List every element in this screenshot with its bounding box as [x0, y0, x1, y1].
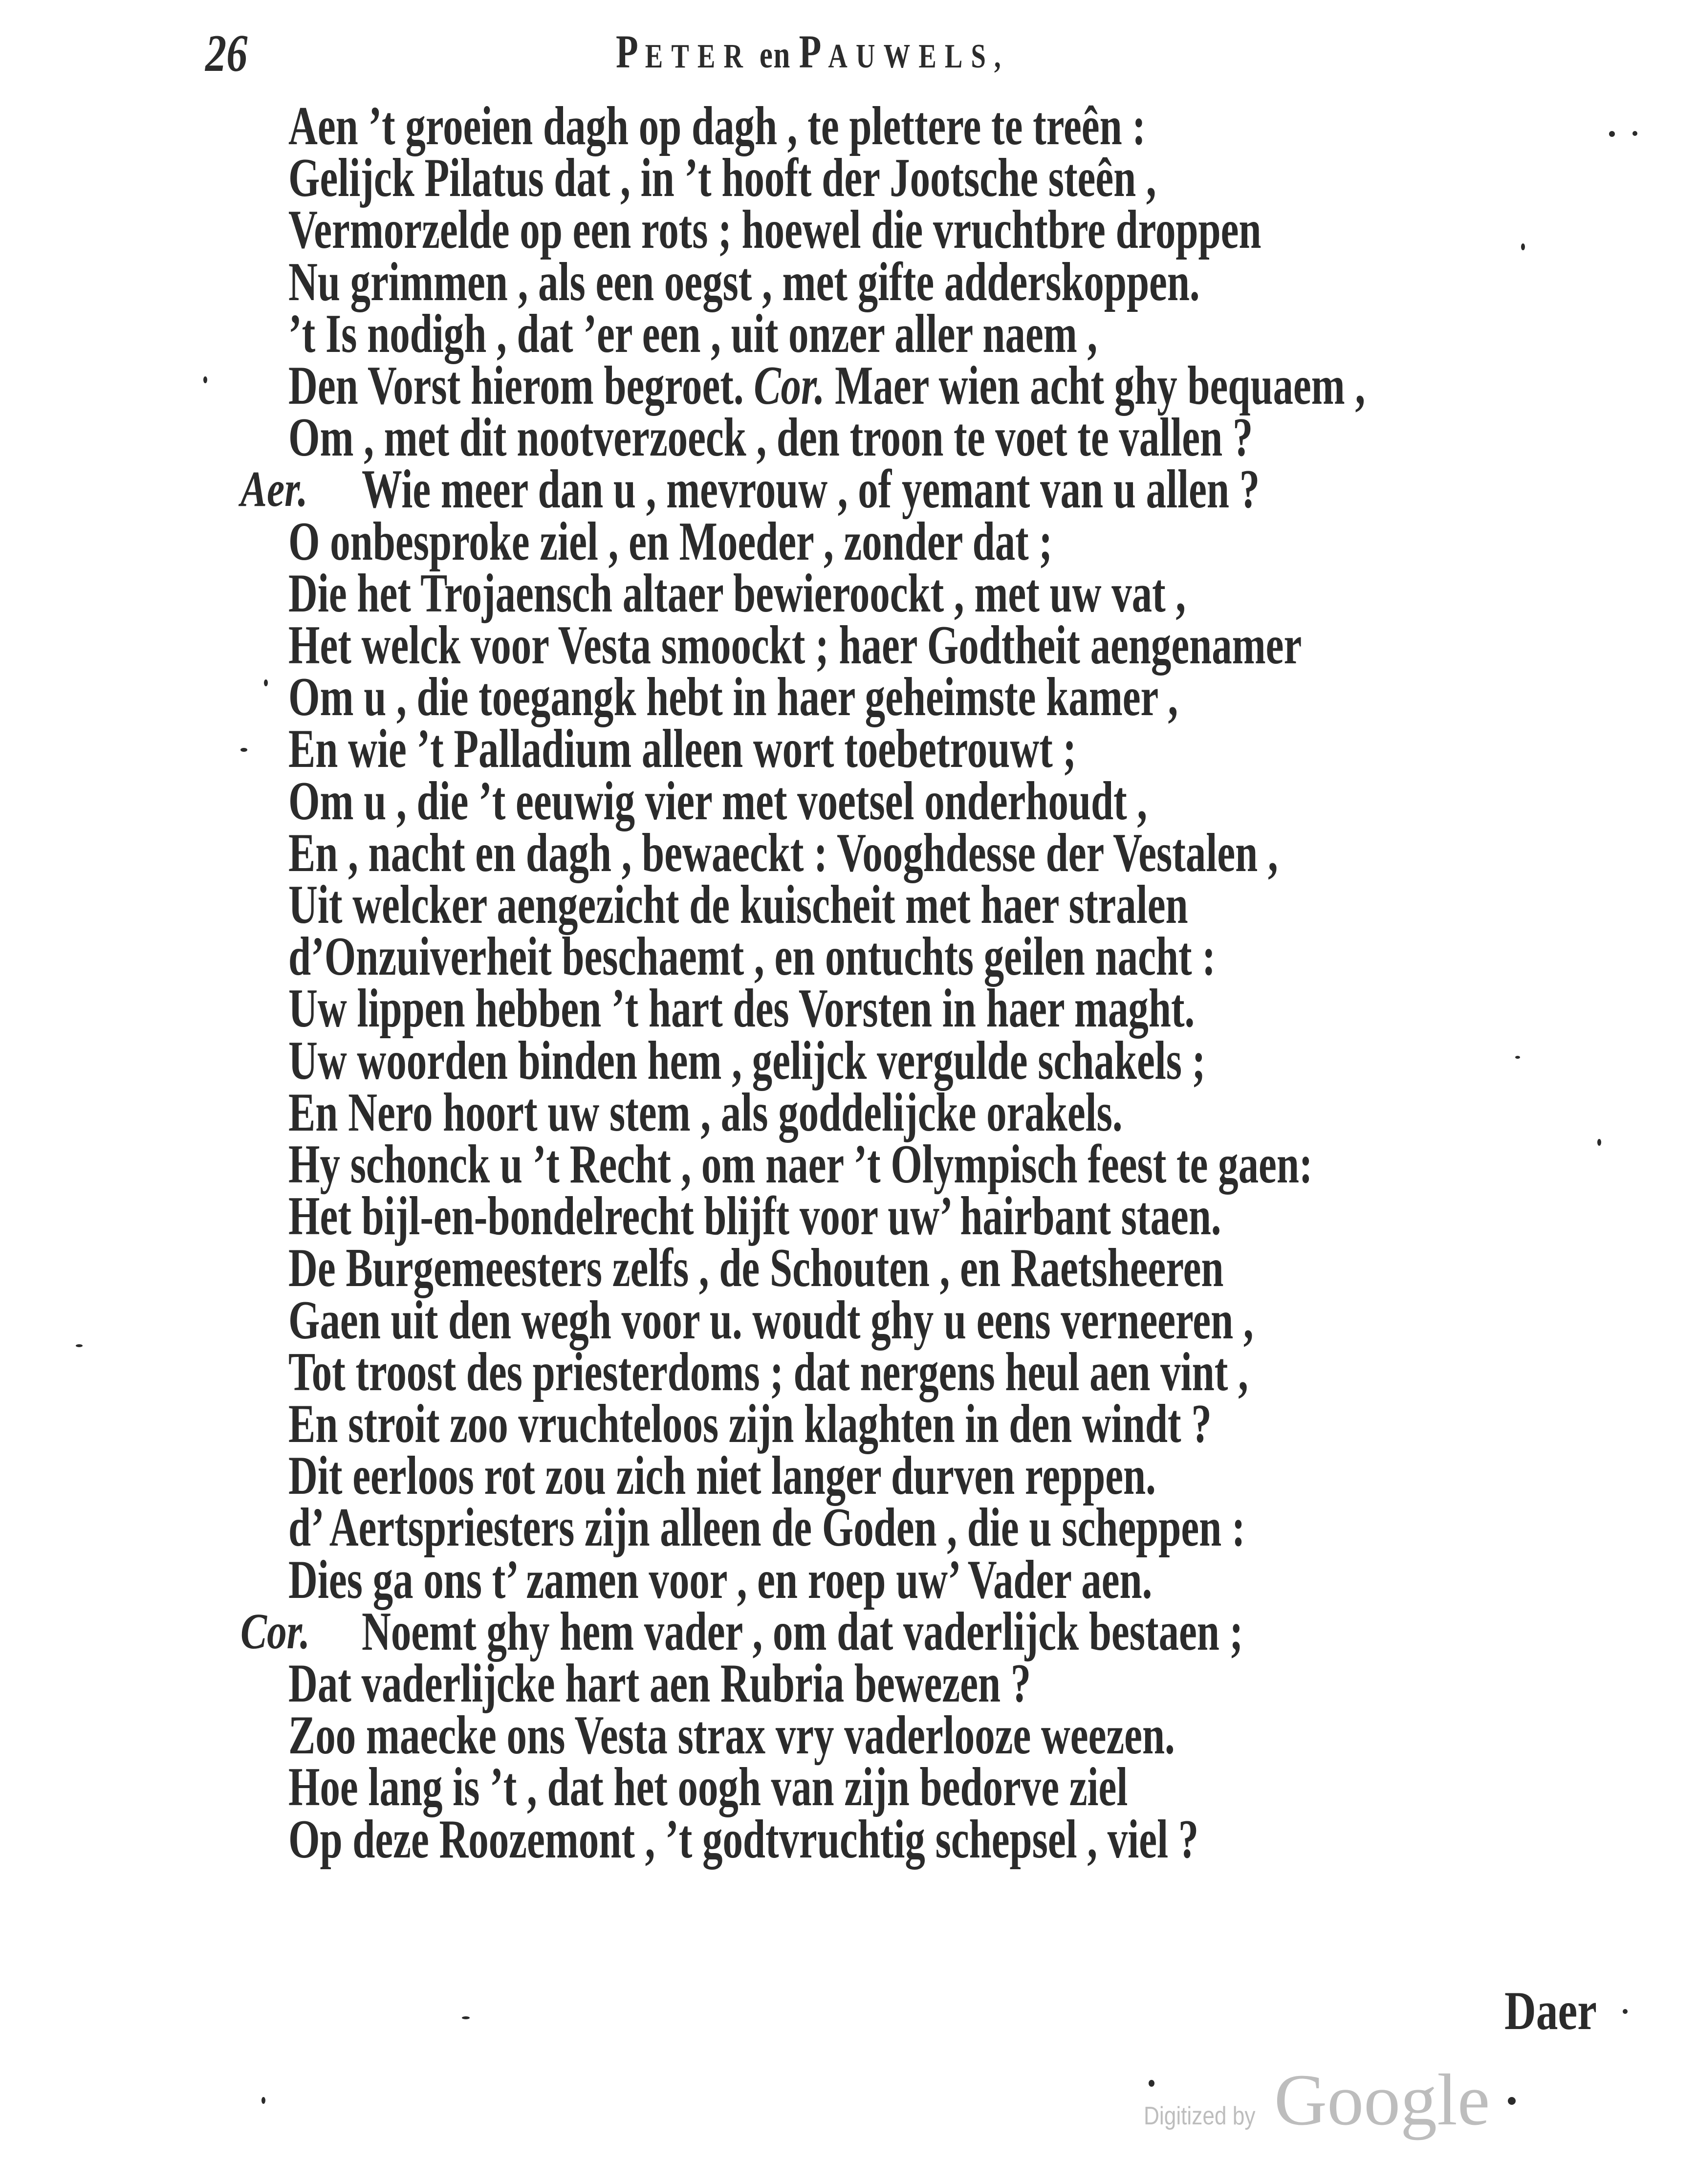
verse-line: Op deze Roozemont , ’t godtvruchtig schepsel , viel ?	[288, 1809, 1199, 1870]
speaker-label: Cor.	[754, 355, 825, 416]
verse-text: Den Vorst hierom begroet.	[288, 355, 754, 416]
catchword: Daer	[1504, 1981, 1597, 2041]
scan-speck	[261, 2097, 265, 2104]
verse-line: En stroit zoo vruchteloos zijn klaghten in den windt ?	[288, 1394, 1212, 1454]
verse-line: Uit welcker aengezicht de kuischeit met haer stralen	[288, 874, 1188, 935]
running-title-smallcaps-2: AUWELS	[828, 38, 995, 75]
verse-line: Noemt ghy hem vader , om dat vaderlijck bestaen ;	[362, 1601, 1243, 1662]
verse-line: Om , met dit nootverzoeck , den troon te voet te vallen ?	[288, 407, 1253, 468]
running-title-initial-1: P	[616, 25, 645, 78]
verse-line: Het bijl-en-bondelrecht blijft voor uw’ hairbant staen.	[288, 1186, 1221, 1246]
verse-line: Vermorzelde op een rots ; hoewel die vruchtbre droppen	[288, 199, 1262, 260]
verse-line: Dat vaderlijcke hart aen Rubria bewezen ?	[288, 1653, 1031, 1714]
watermark-prefix: Digitized by	[1144, 2102, 1256, 2130]
verse-line: En wie ’t Palladium alleen wort toebetrouwt ;	[288, 719, 1077, 779]
watermark-brand: Google	[1274, 2059, 1490, 2140]
scan-speck	[76, 1344, 83, 1347]
verse-line: d’Onzuiverheit beschaemt , en ontuchts geilen nacht :	[288, 926, 1216, 987]
scan-speck	[462, 2016, 470, 2019]
verse-line: Gelijck Pilatus dat , in ’t hooft der Jootsche steên ,	[288, 148, 1156, 208]
verse-line	[288, 355, 1366, 416]
verse-line: Om u , die toegangk hebt in haer geheimste kamer ,	[288, 667, 1178, 727]
verse-line: d’ Aertspriesters zijn alleen de Goden , die u scheppen :	[288, 1497, 1245, 1558]
running-title-initial-2: P	[799, 25, 828, 78]
running-title-conjunction: en	[751, 33, 799, 76]
scan-speck	[1508, 2097, 1516, 2105]
verse-line: Uw lippen hebben ’t hart des Vorsten in haer maght.	[288, 978, 1195, 1039]
verse-line: En , nacht en dagh , bewaeckt : Vooghdesse der Vestalen ,	[288, 823, 1278, 883]
verse-line: Gaen uit den wegh voor u. woudt ghy u eens verneeren ,	[288, 1290, 1254, 1351]
verse-line: Tot troost des priesterdoms ; dat nergens heul aen vint ,	[288, 1342, 1248, 1402]
running-title-punct: ,	[994, 38, 1009, 75]
verse-line: En Nero hoort uw stem , als goddelijcke orakels.	[288, 1082, 1123, 1143]
verse-line: O onbesproke ziel , en Moeder , zonder dat ;	[288, 511, 1053, 572]
verse-line: Hy schonck u ’t Recht , om naer ’t Olympisch feest te gaen:	[288, 1134, 1313, 1195]
scan-speck	[264, 679, 268, 686]
verse-line: Het welck voor Vesta smoockt ; haer Godtheit aengenamer	[288, 615, 1302, 676]
verse-line: ’t Is nodigh , dat ’er een , uit onzer aller naem ,	[288, 304, 1098, 364]
scan-speck	[1149, 2080, 1154, 2087]
verse-line: De Burgemeesters zelfs , de Schouten , en Raetsheeren	[288, 1238, 1224, 1298]
running-title-smallcaps-1: ETER	[645, 38, 752, 75]
scan-speck	[1597, 1139, 1601, 1146]
running-title	[616, 24, 1009, 79]
scan-speck	[203, 376, 207, 383]
verse-line: Zoo maecke ons Vesta strax vry vaderlooze weezen.	[288, 1705, 1175, 1766]
verse-line: Dit eerloos rot zou zich niet langer durven reppen.	[288, 1445, 1156, 1506]
scan-speck	[1632, 131, 1637, 136]
scan-speck	[1623, 2009, 1628, 2014]
verse-line: Wie meer dan u , mevrouw , of yemant van u allen ?	[362, 459, 1260, 520]
scan-speck	[1515, 1056, 1520, 1059]
verse-text: Maer wien acht ghy bequaem ,	[825, 355, 1366, 416]
digitized-watermark	[1144, 2058, 1490, 2142]
verse-line: Aen ’t groeien dagh op dagh , te plettere te treên :	[288, 96, 1146, 156]
scan-speck	[1609, 131, 1615, 137]
page-number: 26	[205, 24, 248, 83]
speaker-label: Cor.	[240, 1603, 310, 1660]
speaker-label: Aer.	[240, 461, 308, 517]
verse-line: Nu grimmen , als een oegst , met gifte adderskoppen.	[288, 252, 1200, 312]
scan-speck	[240, 748, 247, 752]
scan-speck	[1521, 243, 1525, 250]
verse-line: Om u , die ’t eeuwig vier met voetsel onderhoudt ,	[288, 771, 1148, 831]
verse-line: Uw woorden binden hem , gelijck vergulde schakels ;	[288, 1030, 1206, 1091]
verse-line: Dies ga ons t’ zamen voor , en roep uw’ Vader aen.	[288, 1550, 1153, 1610]
verse-line: Die het Trojaensch altaer bewieroockt , met uw vat ,	[288, 563, 1186, 624]
verse-line: Hoe lang is ’t , dat het oogh van zijn bedorve ziel	[288, 1757, 1128, 1817]
